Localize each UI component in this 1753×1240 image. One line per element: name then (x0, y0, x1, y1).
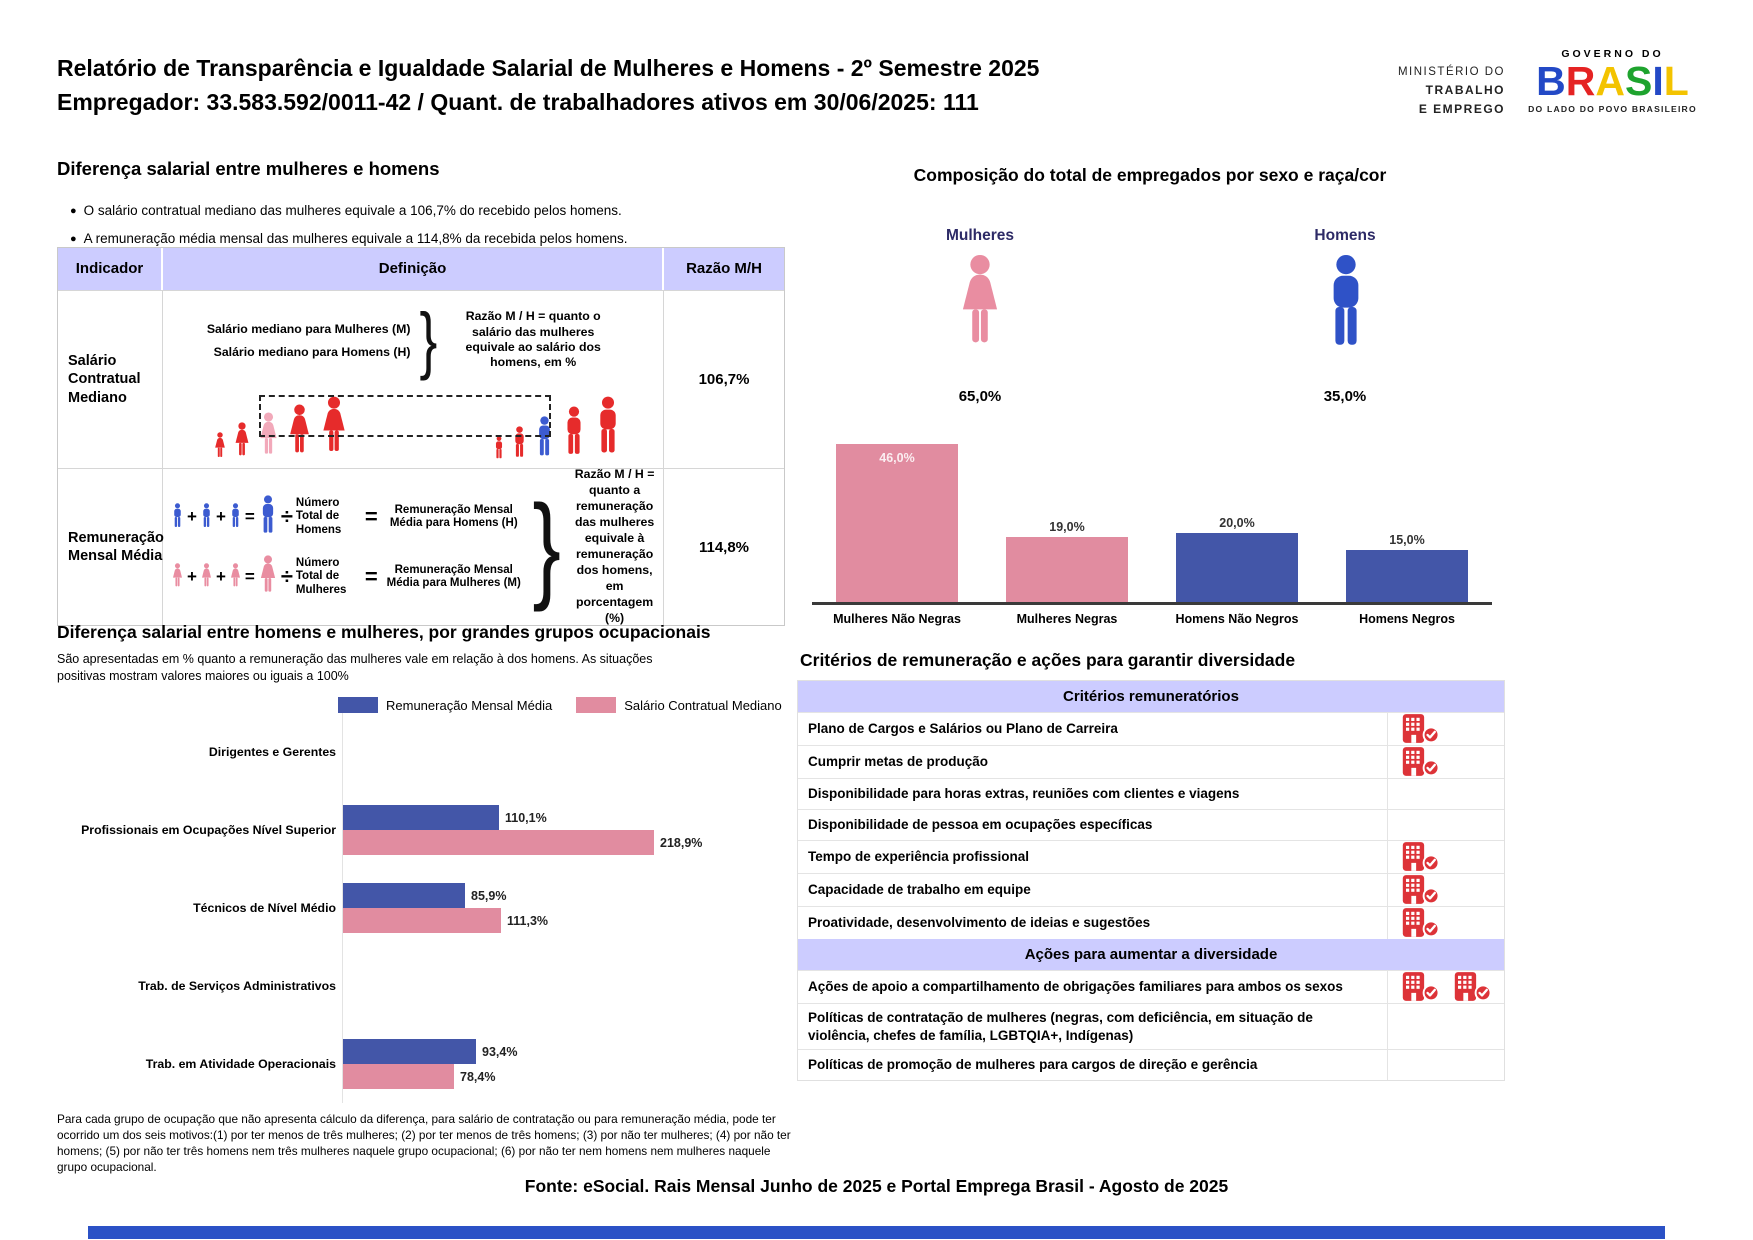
bar (343, 805, 547, 830)
composition-categories (812, 612, 1492, 626)
criteria-check-cell (1388, 810, 1504, 840)
female-icon (213, 432, 227, 462)
plus-icon: + (187, 567, 197, 586)
criteria-label: Ações de apoio a compartilhamento de obrigações familiares para ambos os sexos (798, 971, 1388, 1003)
occupational-footnote: Para cada grupo de ocupação que não apresenta cálculo da diferença, para salário de contratação ou para remuneração média, pode ter ocorrido um dos seis motivos:(1) por ter menos de três mulheres; (2) por ter menos de três homens; (3) por não ter mulheres; (4) por não ter homens; (5) por não ter três homens nem três mulheres naquele grupo ocupacional; (6) por não ter nem homens nem mulheres naquele grupo ocupacional. (57, 1112, 791, 1174)
criteria-label: Proatividade, desenvolvimento de ideias e sugestões (798, 907, 1388, 939)
gov-logo-bottom-text: DO LADO DO POVO BRASILEIRO (1528, 104, 1697, 115)
company-check-icon (1401, 907, 1443, 939)
criteria-row (798, 778, 1504, 809)
bullet-text: O salário contratual mediano das mulheres equivale a 106,7% do recebido pelos homens. (83, 203, 622, 218)
column-header-indicador: Indicador (58, 248, 163, 290)
legend-label: Salário Contratual Mediano (624, 697, 782, 713)
female-icon (200, 563, 213, 591)
bar (836, 444, 958, 602)
occupation-plot (342, 713, 793, 791)
occupation-row (57, 869, 793, 947)
bar-value-label: 110,1% (505, 810, 547, 825)
occupation-label: Trab. de Serviços Administrativos (138, 978, 336, 993)
criteria-title: Critérios de remuneração e ações para garantir diversidade (800, 650, 1296, 670)
comp-bar-group (1176, 516, 1298, 602)
occupation-plot (342, 947, 793, 1025)
ratio-value: 106,7% (664, 290, 784, 468)
equals-icon: = (364, 504, 378, 529)
category-label: Mulheres Não Negras (833, 612, 961, 626)
indicator-cell: Salário Contratual Mediano (58, 290, 163, 468)
category-label: Mulheres Negras (1016, 612, 1118, 626)
occupation-plot (342, 869, 793, 947)
diversity-actions-header: Ações para aumentar a diversidade (798, 939, 1504, 970)
column-header-definicao: Definição (163, 248, 664, 290)
occupation-row (57, 713, 793, 791)
mean-ratio-note: Razão M / H = quanto a remuneração das mulheres equivale à remuneração dos homens, em porcentagem (%) (574, 467, 655, 625)
occupation-label: Trab. em Atividade Operacionais (145, 1056, 336, 1071)
formula-row (171, 495, 527, 539)
company-check-icon (1401, 841, 1443, 873)
legend-label: Remuneração Mensal Média (386, 697, 553, 713)
plus-icon: + (215, 507, 226, 526)
bar-value-label: 218,9% (660, 835, 703, 850)
criteria-label: Plano de Cargos e Salários ou Plano de Carreira (798, 713, 1388, 745)
male-icon (1315, 254, 1377, 360)
formula-result: Remuneração Mensal Média para Mulheres (M) (386, 563, 521, 589)
criteria-check-cell (1388, 746, 1504, 778)
bar (343, 1039, 518, 1064)
occupational-title: Diferença salarial entre homens e mulheres, por grandes grupos ocupacionais (57, 622, 711, 642)
composition-bars (812, 437, 1492, 605)
bar-value-label: 46,0% (879, 451, 915, 465)
criteria-row (798, 970, 1504, 1003)
female-icon (258, 555, 278, 599)
criteria-row (798, 809, 1504, 840)
composition-title: Composição do total de empregados por sexo e raça/cor (913, 165, 1387, 185)
brasil-letter: S (1625, 58, 1653, 104)
brasil-letter: R (1565, 58, 1596, 104)
criteria-row (798, 873, 1504, 906)
comp-bar-group (836, 444, 958, 602)
bar-value-label: 111,3% (507, 913, 549, 928)
ministry-line: E EMPREGO (1418, 102, 1505, 116)
equals-icon: = (244, 507, 255, 526)
divide-icon: ÷ (280, 504, 293, 529)
table-row-remuneracao-media (58, 468, 784, 625)
male-icon (229, 503, 242, 531)
equals-icon: = (244, 567, 255, 586)
bar-value-label: 19,0% (1049, 520, 1085, 534)
male-icon (561, 406, 587, 462)
occupation-row (57, 1025, 793, 1103)
bar (1006, 537, 1128, 602)
bullet-icon: ● (70, 205, 77, 217)
median-definition-lines (207, 313, 411, 368)
criteria-table (797, 680, 1505, 1081)
occupational-subtitle: São apresentadas em % quanto a remuneração das mulheres vale em relação à dos homens. As situações positivas mostram valores maiores ou iguais a 100% (57, 652, 653, 683)
criteria-check-cell (1388, 841, 1504, 873)
criteria-row (798, 906, 1504, 939)
brasil-letter: A (1595, 58, 1625, 104)
male-icon (493, 436, 505, 462)
column-header-razao: Razão M/H (664, 248, 784, 290)
bar (343, 883, 507, 908)
male-percentage: 35,0% (1323, 388, 1367, 405)
formula-divisor: Número Total de Homens (295, 497, 342, 536)
criteria-row (798, 840, 1504, 873)
report-employer-line: Empregador: 33.583.592/0011-42 / Quant. de trabalhadores ativos em 30/06/2025: 111 (57, 89, 979, 115)
gov-logo-top-text: GOVERNO DO (1561, 48, 1664, 60)
male-icon (593, 396, 623, 462)
median-ratio-note: Razão M / H = quanto o salário das mulheres equivale ao salário dos homens, em % (465, 309, 601, 370)
mean-definition (163, 469, 663, 625)
bar (1176, 533, 1298, 602)
male-icon (171, 503, 184, 531)
bar-value-label: 78,4% (460, 1069, 496, 1084)
formula-divisor: Número Total de Mulheres (295, 557, 347, 596)
legend-swatch-mensal (338, 697, 378, 713)
bullet-text: A remuneração média mensal das mulheres equivale a 114,8% da recebida pelos homens. (83, 231, 628, 246)
formula-row (171, 555, 527, 599)
criteria-row (798, 745, 1504, 778)
bullet-item (70, 203, 627, 218)
indicator-table (57, 247, 785, 626)
plus-icon: + (215, 567, 226, 586)
bar-value-label: 85,9% (471, 888, 507, 903)
criteria-check-cell (1388, 907, 1504, 939)
bullet-icon: ● (70, 233, 77, 245)
equals-icon: = (364, 564, 378, 589)
plus-icon: + (187, 507, 197, 526)
criteria-label: Cumprir metas de produção (798, 746, 1388, 778)
formula-result: Remuneração Mensal Média para Homens (H) (389, 503, 518, 529)
company-check-icon (1453, 971, 1495, 1003)
male-icon (200, 503, 213, 531)
criteria-check-cell (1388, 971, 1504, 1003)
occupation-label: Dirigentes e Gerentes (208, 744, 336, 759)
male-icon (258, 495, 278, 539)
criteria-check-cell (1388, 874, 1504, 906)
ministry-line: TRABALHO (1425, 83, 1505, 97)
table-row-salario-mediano (58, 290, 784, 468)
median-range-box (259, 395, 551, 437)
category-label: Homens Negros (1359, 612, 1455, 626)
occupational-chart (57, 713, 793, 1103)
company-check-icon (1401, 971, 1443, 1003)
bar (343, 1064, 496, 1089)
bar (343, 830, 703, 855)
brasil-logo-text (1520, 60, 1705, 103)
company-check-icon (1401, 713, 1443, 745)
criteria-check-cell (1388, 779, 1504, 809)
legend-swatch-mediano (576, 697, 616, 713)
source-footer: Fonte: eSocial. Rais Mensal Junho de 2025 e Portal Emprega Brasil - Agosto de 2025 (524, 1176, 1229, 1196)
indicator-cell: Remuneração Mensal Média (58, 468, 163, 625)
occupation-row (57, 791, 793, 869)
brasil-letter: I (1652, 58, 1664, 104)
criteria-row (798, 712, 1504, 745)
median-men-line: Salário mediano para Homens (H) (213, 344, 411, 359)
brace-icon: } (419, 297, 438, 381)
criteria-check-cell (1388, 713, 1504, 745)
occupation-label: Profissionais em Ocupações Nível Superior (81, 822, 336, 837)
occupation-plot (342, 1025, 793, 1103)
bar-value-label: 93,4% (482, 1044, 518, 1059)
criteria-label: Tempo de experiência profissional (798, 841, 1388, 873)
female-group-label: Mulheres (945, 227, 1015, 244)
definition-cell (163, 468, 664, 625)
criteria-label: Políticas de promoção de mulheres para cargos de direção e gerência (798, 1050, 1388, 1080)
remuneration-criteria-header: Critérios remuneratórios (798, 681, 1504, 712)
bar-value-label: 15,0% (1389, 533, 1425, 547)
median-definition (163, 291, 663, 381)
ministry-line: MINISTÉRIO DO (1397, 66, 1505, 78)
report-title: Relatório de Transparência e Igualdade Salarial de Mulheres e Homens - 2º Semestre 2025 (57, 55, 1040, 81)
bar (1346, 550, 1468, 602)
divide-icon: ÷ (280, 564, 293, 589)
median-illustration (163, 381, 663, 467)
female-icon (229, 563, 242, 591)
criteria-row (798, 1003, 1504, 1049)
bullet-item (70, 231, 627, 246)
bar-value-label: 20,0% (1219, 516, 1255, 530)
male-group-label: Homens (1314, 227, 1376, 244)
occupation-label: Técnicos de Nível Médio (193, 900, 336, 915)
company-check-icon (1401, 874, 1443, 906)
indicator-table-header-row (58, 248, 784, 290)
comp-bar-group (1006, 520, 1128, 602)
female-icon (948, 254, 1012, 360)
category-label: Homens Não Negros (1175, 612, 1299, 626)
bar (343, 908, 549, 933)
occupation-plot (342, 791, 793, 869)
criteria-label: Disponibilidade para horas extras, reuniões com clientes e viagens (798, 779, 1388, 809)
occupational-legend (338, 697, 798, 713)
criteria-label: Capacidade de trabalho em equipe (798, 874, 1388, 906)
criteria-check-cell (1388, 1050, 1504, 1080)
salary-diff-title: Diferença salarial entre mulheres e homens (57, 158, 440, 179)
female-percentage: 65,0% (958, 388, 1002, 405)
female-icon (171, 563, 184, 591)
ratio-value: 114,8% (664, 468, 784, 625)
comp-bar-group (1346, 533, 1468, 602)
occupation-row (57, 947, 793, 1025)
governo-do-brasil-logo (1520, 48, 1705, 114)
company-check-icon (1401, 746, 1443, 778)
female-icon (233, 422, 251, 462)
ministry-logo (1255, 66, 1505, 121)
brace-icon: } (532, 480, 561, 613)
criteria-row (798, 1049, 1504, 1080)
brasil-letter: L (1663, 58, 1689, 104)
criteria-label: Disponibilidade de pessoa em ocupações específicas (798, 810, 1388, 840)
mean-formulas (171, 495, 527, 599)
brasil-letter: B (1536, 58, 1566, 104)
median-women-line: Salário mediano para Mulheres (M) (206, 321, 411, 336)
footer-strip (88, 1226, 1665, 1239)
criteria-check-cell (1388, 1004, 1504, 1049)
criteria-label: Políticas de contratação de mulheres (negras, com deficiência, em situação de violência, chefes de família, LGBTQIA+, Indígenas) (798, 1004, 1388, 1049)
definition-cell (163, 290, 664, 468)
